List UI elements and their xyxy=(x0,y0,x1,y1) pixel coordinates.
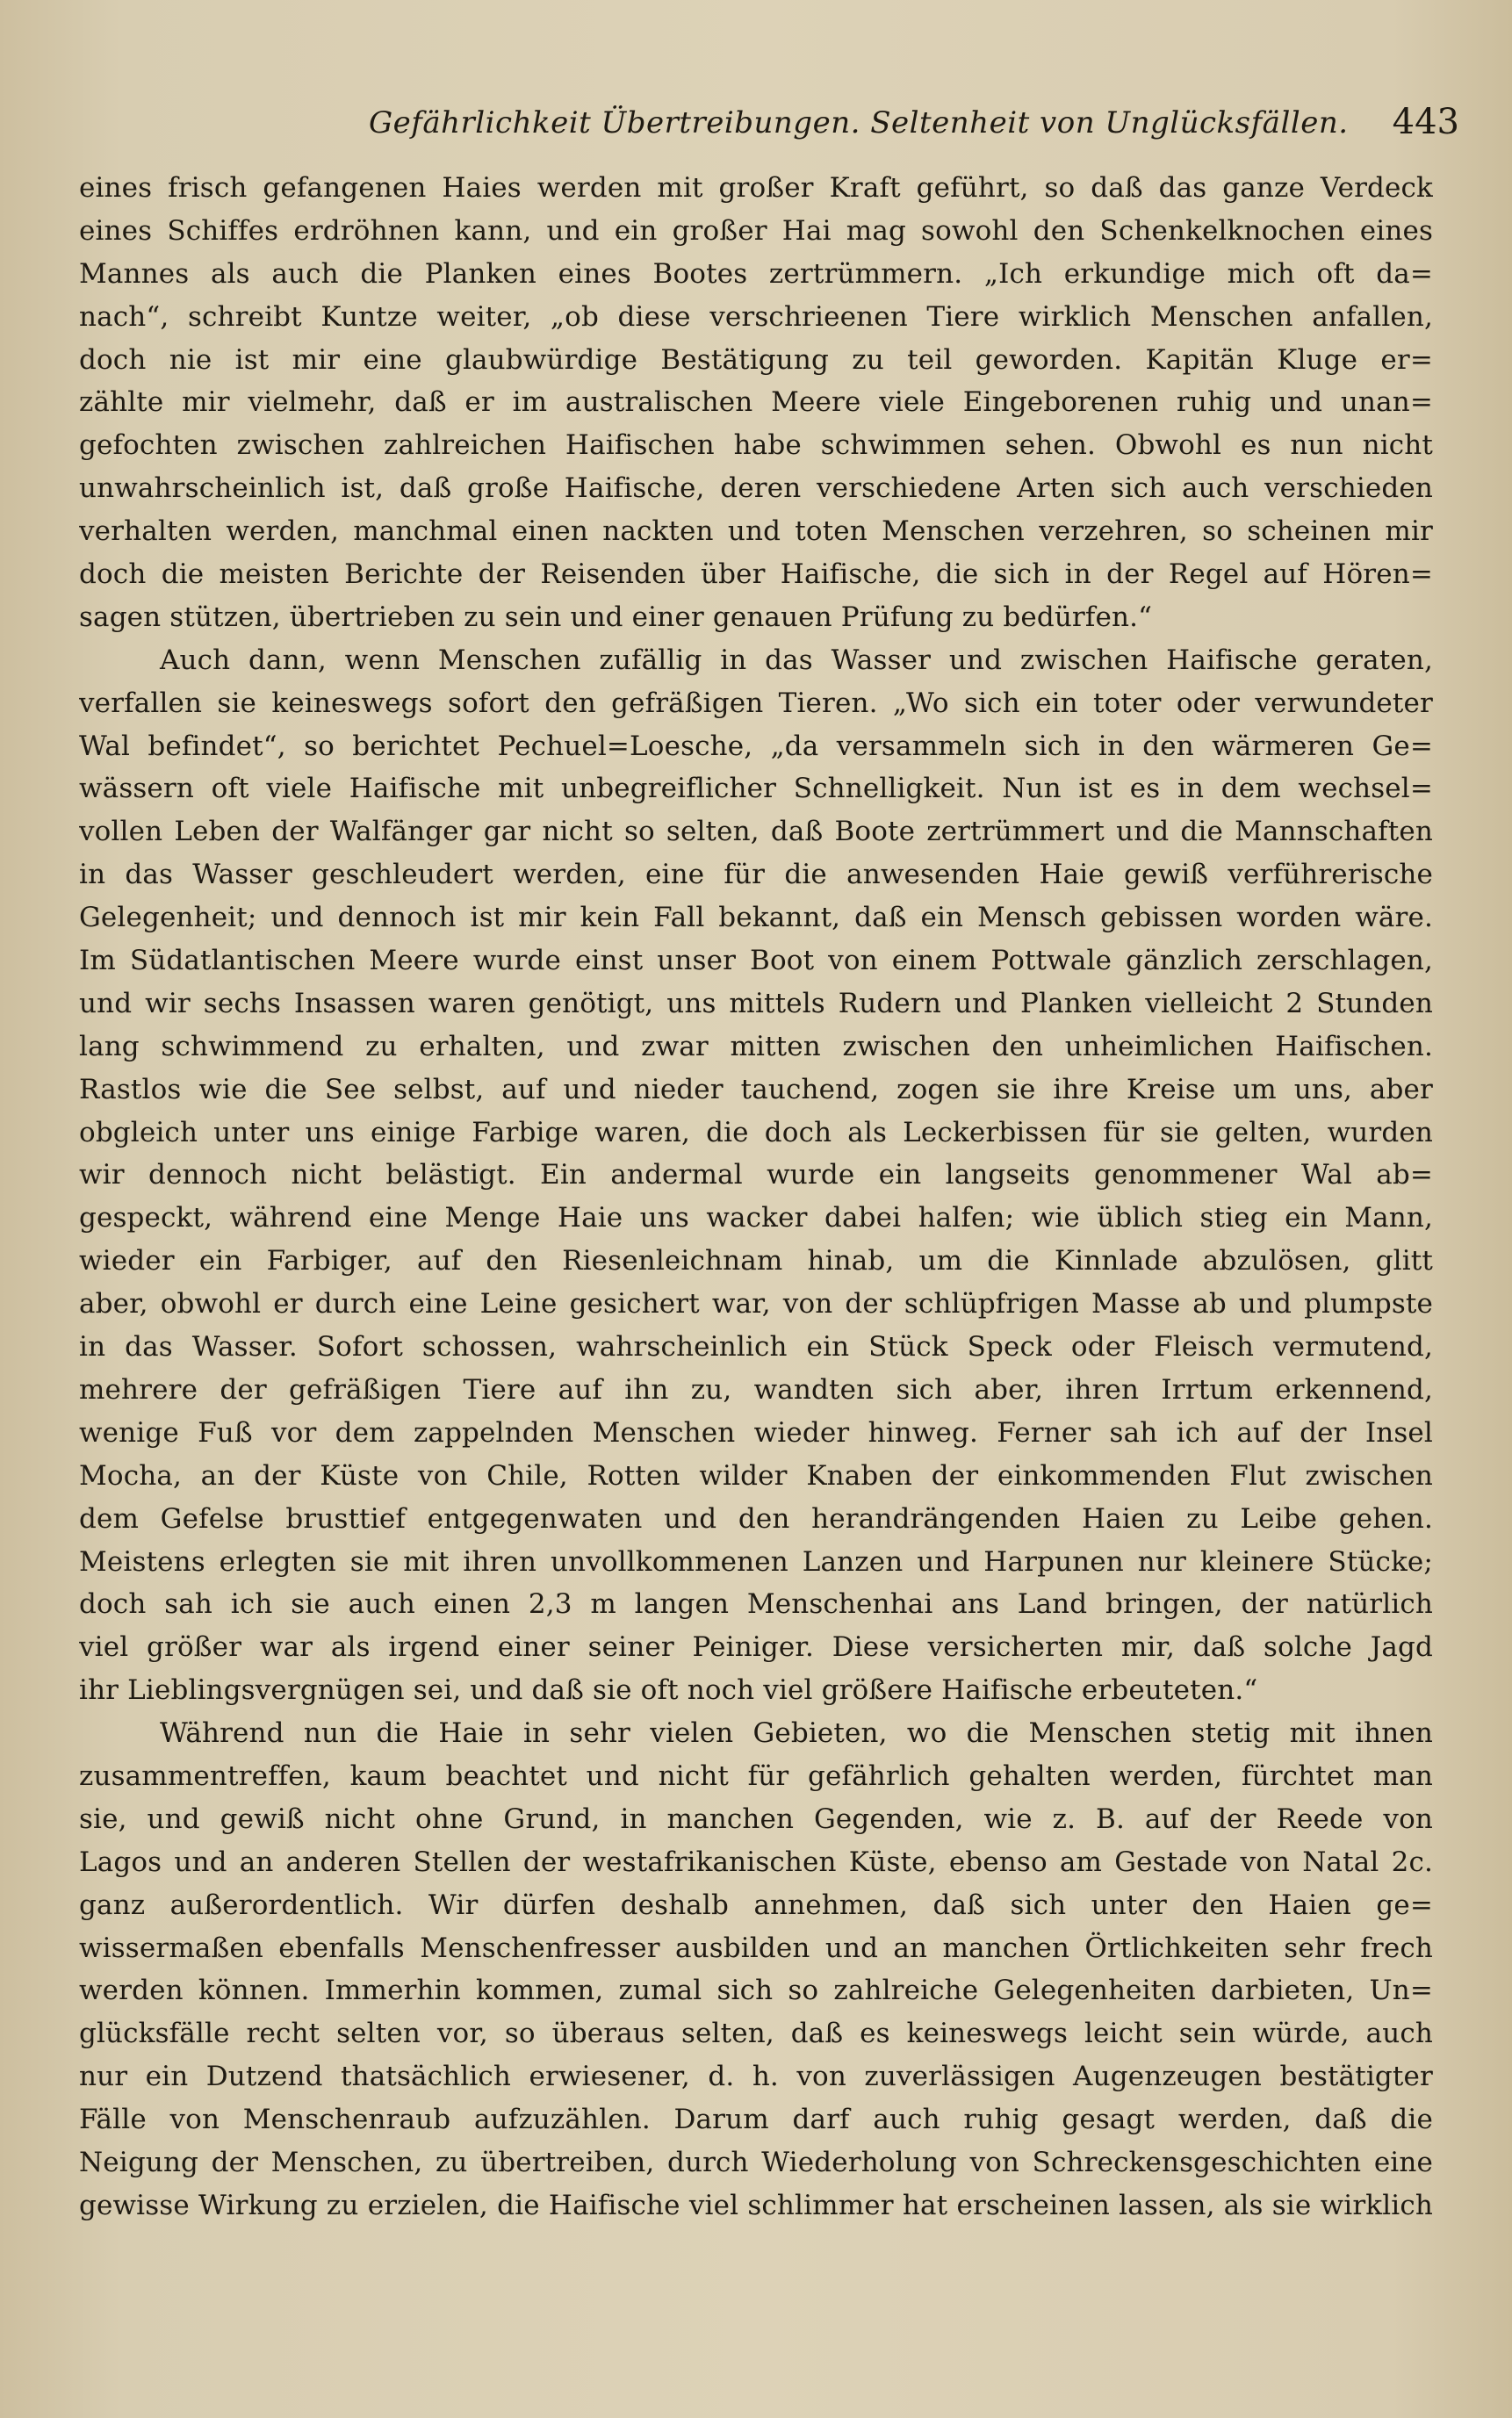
text-line: und wir sechs Insassen waren genötigt, uns mittels Rudern und Planken vielleicht 2 Stunden xyxy=(79,987,1433,1019)
text-line: nach“, schreibt Kuntze weiter, „ob diese verschrieenen Tiere wirklich Menschen anfallen, xyxy=(79,300,1433,333)
text-line: sie, und gewiß nicht ohne Grund, in manchen Gegenden, wie z. B. auf der Reede von xyxy=(79,1803,1433,1835)
text-line: zählte mir vielmehr, daß er im australischen Meere viele Eingeborenen ruhig und unan= xyxy=(79,386,1433,419)
text-line: in das Wasser geschleudert werden, eine für die anwesenden Haie gewiß verführerische xyxy=(79,859,1433,891)
text-line: zusammentreffen, kaum beachtet und nicht für gefährlich gehalten werden, fürchtet man xyxy=(79,1760,1433,1792)
paragraph-start-line: Auch dann, wenn Menschen zufällig in das Wasser und zwischen Haifische geraten, xyxy=(160,644,1433,676)
text-line: glücksfälle recht selten vor, so überaus selten, daß es keineswegs leicht sein würde, auch xyxy=(79,2018,1433,2050)
text-line: gespeckt, während eine Menge Haie uns wacker dabei halfen; wie üblich stieg ein Mann, xyxy=(79,1202,1433,1234)
text-line: vollen Leben der Walfänger gar nicht so selten, daß Boote zertrümmert und die Mannschaften xyxy=(79,816,1433,848)
body-text xyxy=(79,167,1433,2227)
text-line: Fälle von Menschenraub aufzuzählen. Darum darf auch ruhig gesagt werden, daß die xyxy=(79,2104,1433,2136)
text-line: wissermaßen ebenfalls Menschenfresser ausbilden und an manchen Örtlichkeiten sehr frech xyxy=(79,1932,1433,1964)
text-line: obgleich unter uns einige Farbige waren, die doch als Leckerbissen für sie gelten, wurden xyxy=(79,1116,1433,1148)
text-line: ihr Lieblingsvergnügen sei, und daß sie oft noch viel größere Haifische erbeuteten.“ xyxy=(79,1674,1258,1707)
text-line: verhalten werden, manchmal einen nackten und toten Menschen verzehren, so scheinen mir xyxy=(79,515,1433,548)
text-line: wässern oft viele Haifische mit unbegreiflicher Schnelligkeit. Nun ist es in dem wechsel= xyxy=(79,773,1433,805)
text-line: dem Gefelse brusttief entgegenwaten und den herandrängenden Haien zu Leibe gehen. xyxy=(79,1502,1433,1535)
page-header xyxy=(79,98,1459,148)
text-line: eines frisch gefangenen Haies werden mit großer Kraft geführt, so daß das ganze Verdeck xyxy=(79,172,1433,204)
text-line: doch sah ich sie auch einen 2,3 m langen Menschenhai ans Land bringen, der natürlich xyxy=(79,1588,1433,1621)
paragraph-start-line: Während nun die Haie in sehr vielen Gebieten, wo die Menschen stetig mit ihnen xyxy=(160,1717,1433,1750)
text-line: doch nie ist mir eine glaubwürdige Bestätigung zu teil geworden. Kapitän Kluge er= xyxy=(79,343,1433,376)
text-line: wir dennoch nicht belästigt. Ein andermal wurde ein langseits genommener Wal ab= xyxy=(79,1159,1433,1191)
text-line: doch die meisten Berichte der Reisenden über Haifische, die sich in der Regel auf Hören= xyxy=(79,558,1433,591)
text-line: Im Südatlantischen Meere wurde einst unser Boot von einem Pottwale gänzlich zerschlagen, xyxy=(79,945,1433,977)
text-line: viel größer war als irgend einer seiner Peiniger. Diese versicherten mir, daß solche Jagd xyxy=(79,1631,1433,1664)
text-line: Mocha, an der Küste von Chile, Rotten wilder Knaben der einkommenden Flut zwischen xyxy=(79,1459,1433,1492)
text-line: verfallen sie keineswegs sofort den gefräßigen Tieren. „Wo sich ein toter oder verwundeter xyxy=(79,687,1433,719)
text-line: in das Wasser. Sofort schossen, wahrscheinlich ein Stück Speck oder Fleisch vermutend, xyxy=(79,1331,1433,1364)
text-line: werden können. Immerhin kommen, zumal sich so zahlreiche Gelegenheiten darbieten, Un= xyxy=(79,1975,1433,2007)
text-line: aber, obwohl er durch eine Leine gesichert war, von der schlüpfrigen Masse ab und plumpste xyxy=(79,1288,1433,1321)
text-line: Mannes als auch die Planken eines Bootes zertrümmern. „Ich erkundige mich oft da= xyxy=(79,257,1433,290)
text-line: gewisse Wirkung zu erzielen, die Haifische viel schlimmer hat erscheinen lassen, als sie wirklich xyxy=(79,2189,1433,2221)
text-line: wenige Fuß vor dem zappelnden Menschen wieder hinweg. Ferner sah ich auf der Insel xyxy=(79,1416,1433,1449)
text-line: Wal befindet“, so berichtet Pechuel=Loesche, „da versammeln sich in den wärmeren Ge= xyxy=(79,730,1433,762)
text-line: unwahrscheinlich ist, daß große Haifische, deren verschiedene Arten sich auch verschieden xyxy=(79,472,1433,505)
page-number: 443 xyxy=(1392,102,1459,142)
text-line: Gelegenheit; und dennoch ist mir kein Fall bekannt, daß ein Mensch gebissen worden wäre. xyxy=(79,902,1433,934)
text-line: Meistens erlegten sie mit ihren unvollkommenen Lanzen und Harpunen nur kleinere Stücke; xyxy=(79,1545,1433,1578)
text-line: Neigung der Menschen, zu übertreiben, durch Wiederholung von Schreckensgeschichten eine xyxy=(79,2146,1433,2178)
text-line: wieder ein Farbiger, auf den Riesenleichnam hinab, um die Kinnlade abzulösen, glitt xyxy=(79,1245,1433,1277)
text-line: nur ein Dutzend thatsächlich erwiesener, d. h. von zuverlässigen Augenzeugen bestätigter xyxy=(79,2061,1433,2093)
text-line: mehrere der gefräßigen Tiere auf ihn zu, wandten sich aber, ihren Irrtum erkennend, xyxy=(79,1373,1433,1406)
text-line: ganz außerordentlich. Wir dürfen deshalb annehmen, daß sich unter den Haien ge= xyxy=(79,1889,1433,1921)
text-line: Lagos und an anderen Stellen der westafrikanischen Küste, ebenso am Gestade von Natal 2c. xyxy=(79,1846,1433,1878)
running-head: Gefährlichkeit Übertreibungen. Seltenheit von Unglücksfällen. xyxy=(369,105,1349,140)
text-line: lang schwimmend zu erhalten, und zwar mitten zwischen den unheimlichen Haifischen. xyxy=(79,1030,1433,1062)
text-line: gefochten zwischen zahlreichen Haifischen habe schwimmen sehen. Obwohl es nun nicht xyxy=(79,429,1433,462)
text-line: eines Schiffes erdröhnen kann, und ein großer Hai mag sowohl den Schenkelknochen eines xyxy=(79,214,1433,247)
text-line: Rastlos wie die See selbst, auf und nieder tauchend, zogen sie ihre Kreise um uns, aber xyxy=(79,1073,1433,1105)
text-line: sagen stützen, übertrieben zu sein und einer genauen Prüfung zu bedürfen.“ xyxy=(79,601,1153,633)
